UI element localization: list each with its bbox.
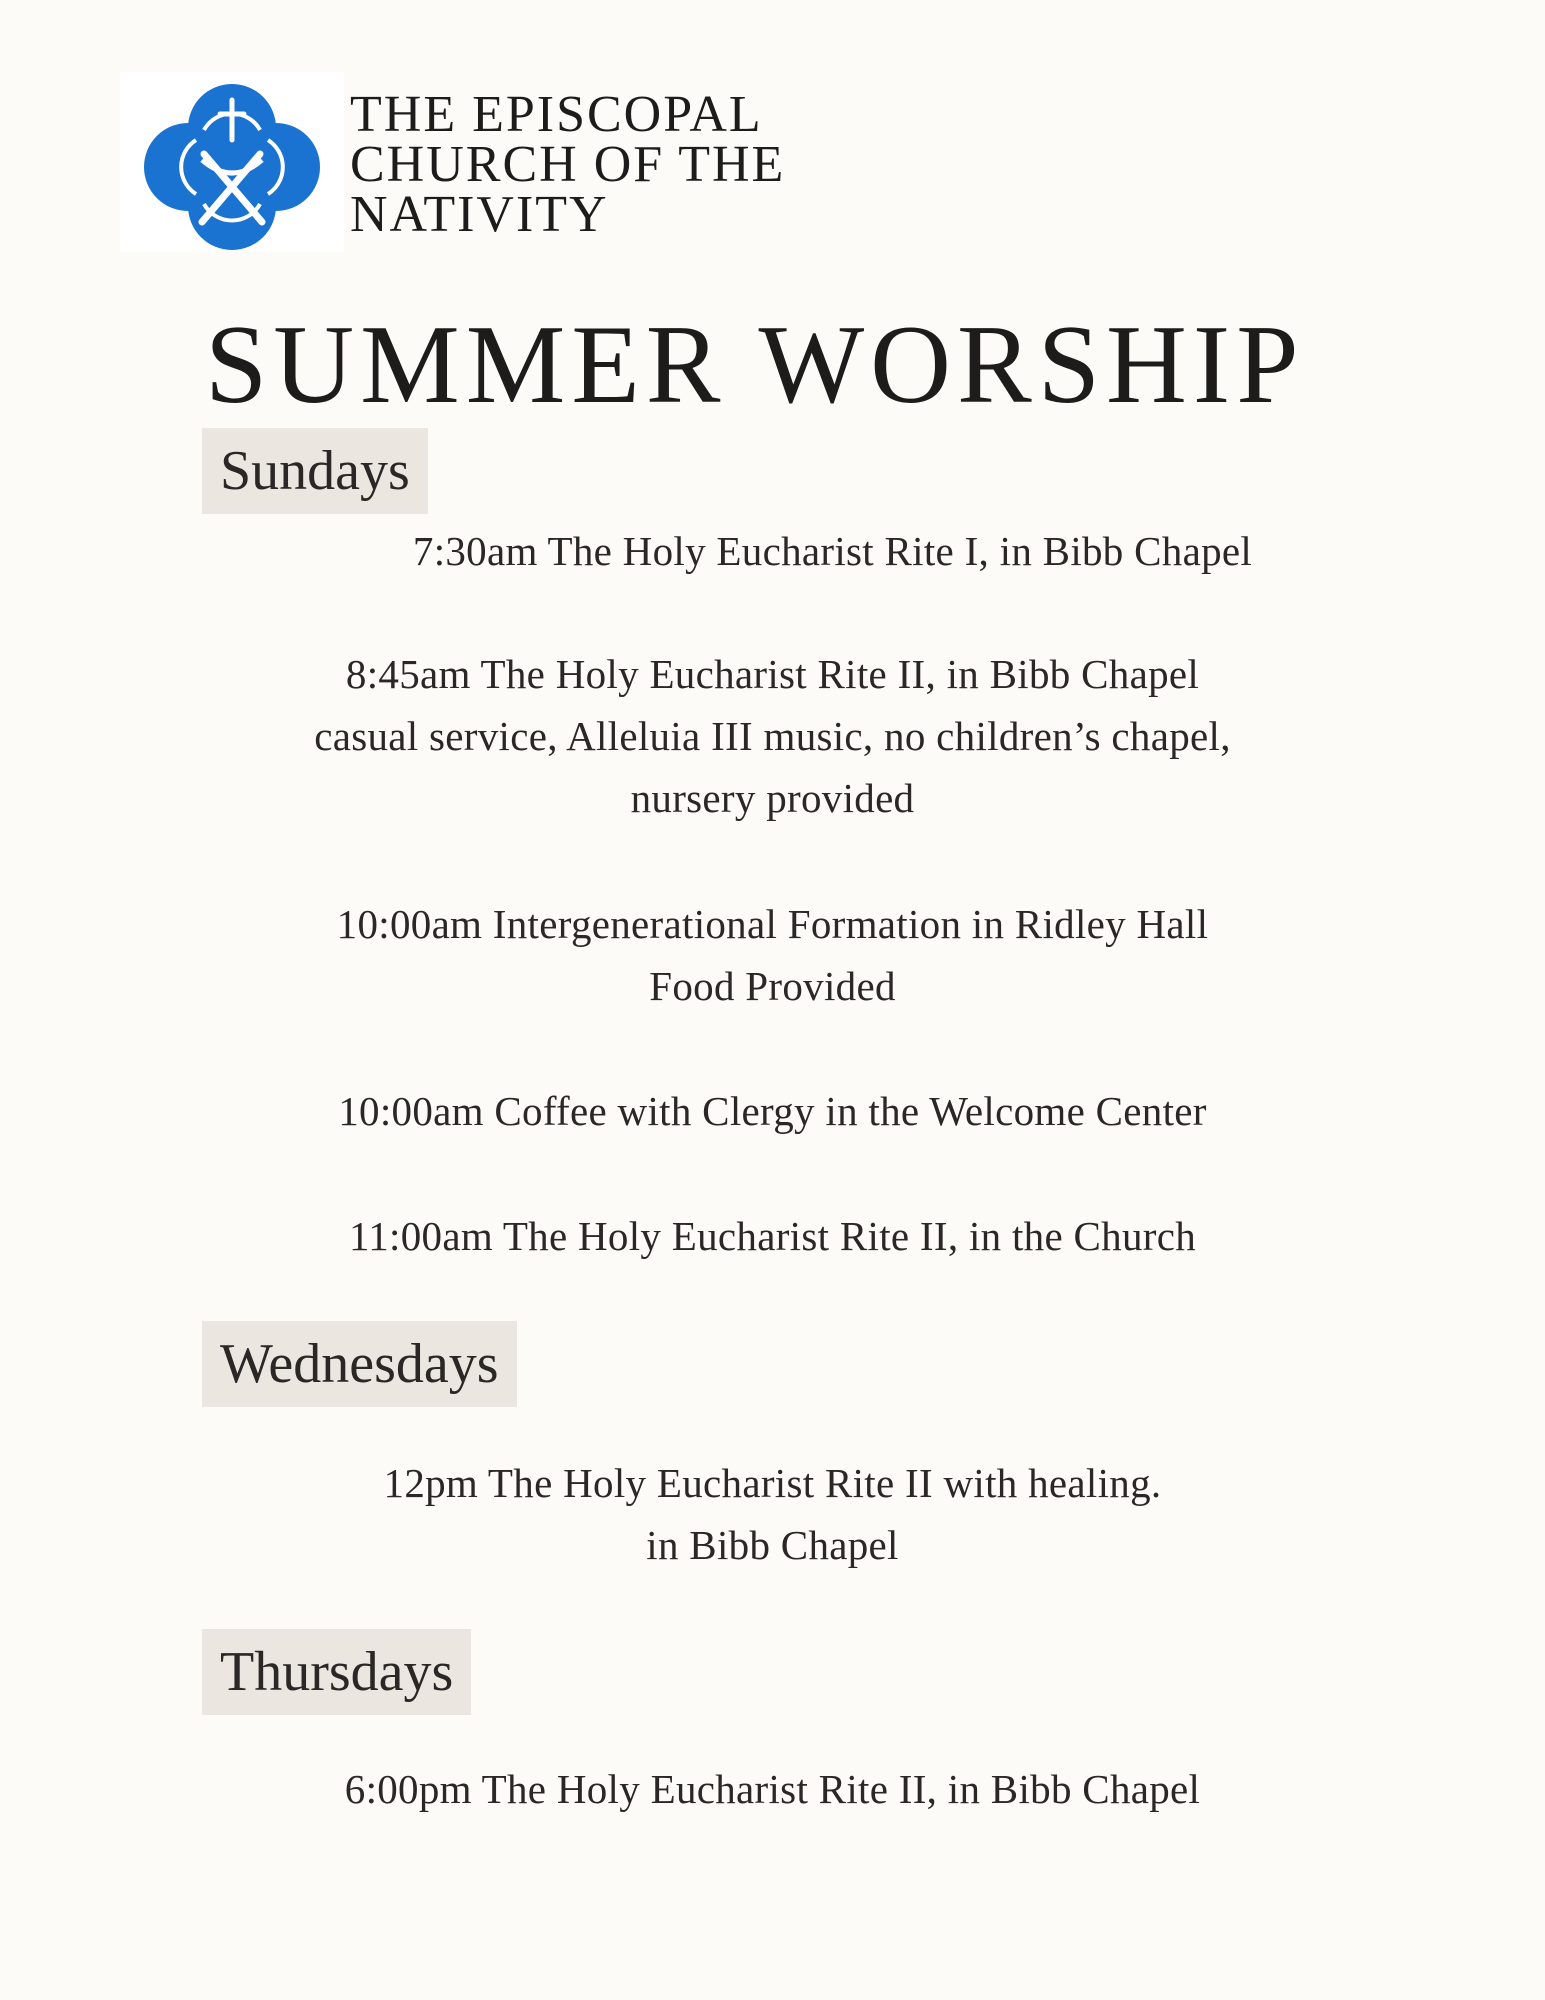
entry-line: 6:00pm The Holy Eucharist Rite II, in Bibb Chapel — [344, 1766, 1201, 1812]
entry-line: nursery provided — [630, 775, 915, 821]
entry-line: 7:30am The Holy Eucharist Rite I, in Bibb Chapel — [412, 528, 1253, 574]
schedule-entry — [0, 643, 1545, 829]
org-name-line: THE EPISCOPAL — [350, 86, 763, 143]
page-title: SUMMER WORSHIP — [205, 303, 1305, 427]
org-name-line: NATIVITY — [350, 186, 609, 243]
schedule-entry — [0, 1758, 1545, 1820]
quatrefoil-cross-icon — [138, 82, 326, 252]
entry-line: Food Provided — [649, 963, 896, 1009]
entry-line: 10:00am Intergenerational Formation in Ridley Hall — [336, 901, 1209, 947]
section-label-thursdays: Thursdays — [202, 1629, 471, 1715]
entry-line: in Bibb Chapel — [646, 1522, 899, 1568]
entry-line: 12pm The Holy Eucharist Rite II with healing. — [383, 1460, 1162, 1506]
schedule-entry — [0, 1205, 1545, 1267]
entry-line: 10:00am Coffee with Clergy in the Welcome Center — [338, 1088, 1207, 1134]
org-name — [350, 86, 786, 243]
section-label-sundays: Sundays — [202, 428, 428, 514]
logo — [120, 72, 344, 252]
org-name-line: CHURCH OF THE — [350, 136, 786, 193]
schedule-entry — [0, 1080, 1545, 1142]
section-label-wednesdays: Wednesdays — [202, 1321, 517, 1407]
schedule-entry — [0, 1452, 1545, 1576]
schedule-entry — [0, 893, 1545, 1017]
entry-line: 8:45am The Holy Eucharist Rite II, in Bibb Chapel — [345, 651, 1200, 697]
entry-line: 11:00am The Holy Eucharist Rite II, in the Church — [348, 1213, 1197, 1259]
entry-line: casual service, Alleluia III music, no children’s chapel, — [314, 713, 1231, 759]
schedule-entry — [0, 520, 1545, 582]
